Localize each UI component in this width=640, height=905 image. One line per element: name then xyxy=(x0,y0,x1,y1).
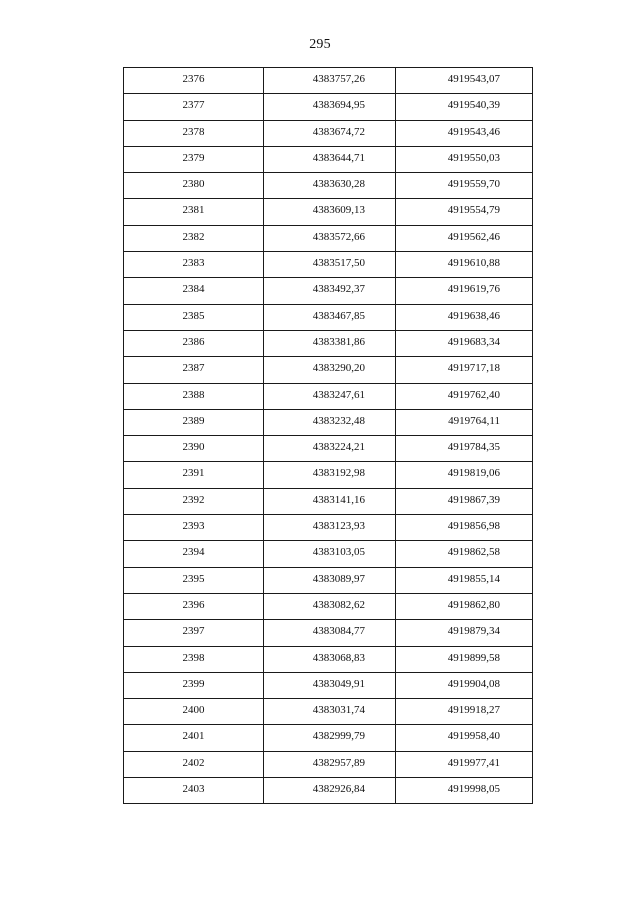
y-coordinate-cell: 4919862,58 xyxy=(396,541,533,567)
table-row xyxy=(124,593,533,619)
point-number-cell: 2402 xyxy=(124,751,264,777)
point-number-cell: 2378 xyxy=(124,120,264,146)
y-coordinate-cell: 4919543,07 xyxy=(396,68,533,94)
x-coordinate-cell: 4383674,72 xyxy=(264,120,396,146)
x-coordinate-cell: 4383103,05 xyxy=(264,541,396,567)
table-row xyxy=(124,699,533,725)
x-coordinate-cell: 4383082,62 xyxy=(264,593,396,619)
point-number-cell: 2380 xyxy=(124,173,264,199)
table-row xyxy=(124,672,533,698)
y-coordinate-cell: 4919550,03 xyxy=(396,146,533,172)
x-coordinate-cell: 4383192,98 xyxy=(264,462,396,488)
point-number-cell: 2383 xyxy=(124,252,264,278)
y-coordinate-cell: 4919862,80 xyxy=(396,593,533,619)
x-coordinate-cell: 4383123,93 xyxy=(264,515,396,541)
point-number-cell: 2398 xyxy=(124,646,264,672)
point-number-cell: 2387 xyxy=(124,357,264,383)
point-number-cell: 2400 xyxy=(124,699,264,725)
table-row xyxy=(124,357,533,383)
table-row xyxy=(124,225,533,251)
page-number: 295 xyxy=(309,37,331,52)
table-row xyxy=(124,515,533,541)
y-coordinate-cell: 4919958,40 xyxy=(396,725,533,751)
x-coordinate-cell: 4383630,28 xyxy=(264,173,396,199)
x-coordinate-cell: 4383609,13 xyxy=(264,199,396,225)
point-number-cell: 2390 xyxy=(124,436,264,462)
x-coordinate-cell: 4383517,50 xyxy=(264,252,396,278)
y-coordinate-cell: 4919977,41 xyxy=(396,751,533,777)
y-coordinate-cell: 4919762,40 xyxy=(396,383,533,409)
table-row xyxy=(124,541,533,567)
x-coordinate-cell: 4383224,21 xyxy=(264,436,396,462)
table-row xyxy=(124,199,533,225)
point-number-cell: 2389 xyxy=(124,409,264,435)
x-coordinate-cell: 4383694,95 xyxy=(264,94,396,120)
y-coordinate-cell: 4919784,35 xyxy=(396,436,533,462)
x-coordinate-cell: 4383232,48 xyxy=(264,409,396,435)
point-number-cell: 2394 xyxy=(124,541,264,567)
x-coordinate-cell: 4383031,74 xyxy=(264,699,396,725)
table-row xyxy=(124,646,533,672)
point-number-cell: 2396 xyxy=(124,593,264,619)
x-coordinate-cell: 4383467,85 xyxy=(264,304,396,330)
y-coordinate-cell: 4919918,27 xyxy=(396,699,533,725)
x-coordinate-cell: 4383247,61 xyxy=(264,383,396,409)
table-row xyxy=(124,120,533,146)
table-row xyxy=(124,304,533,330)
point-number-cell: 2384 xyxy=(124,278,264,304)
y-coordinate-cell: 4919619,76 xyxy=(396,278,533,304)
point-number-cell: 2393 xyxy=(124,515,264,541)
point-number-cell: 2399 xyxy=(124,672,264,698)
x-coordinate-cell: 4382957,89 xyxy=(264,751,396,777)
point-number-cell: 2377 xyxy=(124,94,264,120)
x-coordinate-cell: 4383290,20 xyxy=(264,357,396,383)
table-row xyxy=(124,278,533,304)
x-coordinate-cell: 4383381,86 xyxy=(264,330,396,356)
point-number-cell: 2401 xyxy=(124,725,264,751)
x-coordinate-cell: 4383572,66 xyxy=(264,225,396,251)
x-coordinate-cell: 4383757,26 xyxy=(264,68,396,94)
point-number-cell: 2388 xyxy=(124,383,264,409)
table-row xyxy=(124,751,533,777)
table-row xyxy=(124,252,533,278)
y-coordinate-cell: 4919867,39 xyxy=(396,488,533,514)
x-coordinate-cell: 4383492,37 xyxy=(264,278,396,304)
table-row xyxy=(124,778,533,804)
table-row xyxy=(124,462,533,488)
y-coordinate-cell: 4919717,18 xyxy=(396,357,533,383)
table-row xyxy=(124,94,533,120)
y-coordinate-cell: 4919610,88 xyxy=(396,252,533,278)
y-coordinate-cell: 4919819,06 xyxy=(396,462,533,488)
y-coordinate-cell: 4919554,79 xyxy=(396,199,533,225)
point-number-cell: 2385 xyxy=(124,304,264,330)
point-number-cell: 2382 xyxy=(124,225,264,251)
x-coordinate-cell: 4383089,97 xyxy=(264,567,396,593)
y-coordinate-cell: 4919879,34 xyxy=(396,620,533,646)
table-row xyxy=(124,620,533,646)
table-row xyxy=(124,725,533,751)
coordinates-table-body xyxy=(124,68,533,804)
table-row xyxy=(124,383,533,409)
x-coordinate-cell: 4383644,71 xyxy=(264,146,396,172)
x-coordinate-cell: 4383068,83 xyxy=(264,646,396,672)
point-number-cell: 2397 xyxy=(124,620,264,646)
table-row xyxy=(124,146,533,172)
y-coordinate-cell: 4919904,08 xyxy=(396,672,533,698)
y-coordinate-cell: 4919855,14 xyxy=(396,567,533,593)
y-coordinate-cell: 4919543,46 xyxy=(396,120,533,146)
x-coordinate-cell: 4383141,16 xyxy=(264,488,396,514)
y-coordinate-cell: 4919899,58 xyxy=(396,646,533,672)
x-coordinate-cell: 4382926,84 xyxy=(264,778,396,804)
y-coordinate-cell: 4919638,46 xyxy=(396,304,533,330)
table-row xyxy=(124,409,533,435)
point-number-cell: 2381 xyxy=(124,199,264,225)
point-number-cell: 2386 xyxy=(124,330,264,356)
point-number-cell: 2376 xyxy=(124,68,264,94)
y-coordinate-cell: 4919559,70 xyxy=(396,173,533,199)
table-row xyxy=(124,488,533,514)
point-number-cell: 2392 xyxy=(124,488,264,514)
y-coordinate-cell: 4919998,05 xyxy=(396,778,533,804)
x-coordinate-cell: 4382999,79 xyxy=(264,725,396,751)
point-number-cell: 2391 xyxy=(124,462,264,488)
table-row xyxy=(124,436,533,462)
y-coordinate-cell: 4919764,11 xyxy=(396,409,533,435)
table-row xyxy=(124,330,533,356)
y-coordinate-cell: 4919562,46 xyxy=(396,225,533,251)
coordinates-table xyxy=(123,67,533,804)
x-coordinate-cell: 4383084,77 xyxy=(264,620,396,646)
y-coordinate-cell: 4919683,34 xyxy=(396,330,533,356)
point-number-cell: 2379 xyxy=(124,146,264,172)
y-coordinate-cell: 4919540,39 xyxy=(396,94,533,120)
table-row xyxy=(124,68,533,94)
x-coordinate-cell: 4383049,91 xyxy=(264,672,396,698)
point-number-cell: 2395 xyxy=(124,567,264,593)
y-coordinate-cell: 4919856,98 xyxy=(396,515,533,541)
table-row xyxy=(124,567,533,593)
table-row xyxy=(124,173,533,199)
point-number-cell: 2403 xyxy=(124,778,264,804)
